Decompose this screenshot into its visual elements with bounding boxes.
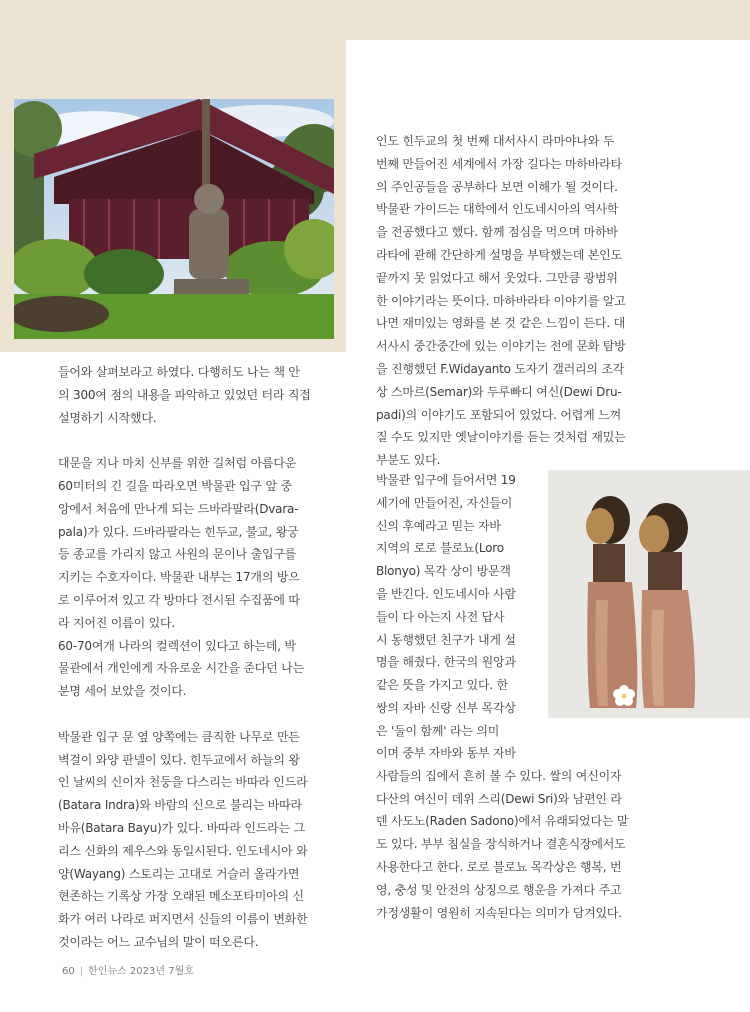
text-line: 설명하기 시작했다.: [58, 410, 157, 425]
text-line: 인도 힌두교의 첫 번째 대서사시 라마야나와 두: [376, 134, 615, 148]
text-line: 박물관 입구 문 옆 양쪽에는 큼직한 나무로 만든: [58, 729, 300, 744]
text-line: 이며 중부 자바와 동부 자바: [376, 746, 516, 760]
left-paragraph-1: [58, 361, 348, 429]
text-line: 가정생활이 영원히 지속된다는 의미가 담겨있다.: [376, 905, 622, 920]
footer-separator: |: [79, 966, 84, 977]
text-line: Blonyo) 목각 상이 방문객: [376, 564, 511, 579]
text-line: 의 300여 점의 내용을 파악하고 있었던 터라 직접: [58, 387, 311, 402]
publication-name: 한인뉴스 2023년 7월호: [88, 966, 194, 977]
left-paragraph-2: [58, 452, 348, 703]
text-line: 등 종교를 가리지 않고 사원의 문이나 출입구를: [58, 547, 297, 562]
text-line: 인 날씨의 신이자 천둥을 다스리는 바따라 인드라: [58, 775, 308, 790]
text-line: 바유(Batara Bayu)가 있다. 바따라 인드라는 그: [58, 820, 305, 835]
text-line: 나면 재미있는 영화를 본 것 같은 느낌이 든다. 대: [376, 316, 625, 331]
text-line: 현존하는 기록상 가장 오래된 메소포타미아의 신: [58, 889, 304, 904]
text-line: 지키는 수호자이다. 박물관 내부는 17개의 방으: [58, 570, 300, 585]
text-line: 화가 여러 나라로 퍼지면서 신들의 이름이 변화한: [58, 912, 308, 927]
text-line: padi)의 이야기도 포함되어 있었다. 어렵게 느껴: [376, 407, 621, 422]
text-line: 을 전공했다고 했다. 함께 점심을 먹으며 마하바: [376, 225, 618, 240]
text-line: 도 있다. 부부 침실을 장식하거나 결혼식장에서도: [376, 837, 626, 852]
text-line: 사람들의 집에서 흔히 볼 수 있다. 쌀의 여신이자: [376, 768, 622, 783]
text-line: 세기에 만들어진, 자신들이: [376, 495, 513, 510]
text-line: 들어와 살펴보라고 하였다. 다행히도 나는 책 안: [58, 365, 300, 379]
left-text-column: [58, 361, 348, 954]
text-line: 부분도 있다.: [376, 453, 441, 468]
text-line: 라 지어진 이름이 있다.: [58, 615, 175, 630]
text-line: 끝까지 못 읽었다고 해서 웃었다. 그만큼 광범위: [376, 270, 618, 285]
text-line: 지역의 로로 블로뇨(Loro: [376, 541, 504, 556]
right-text-column-bottom: [376, 742, 706, 924]
text-line: 서사시 중간중간에 있는 이야기는 전에 문화 탐방: [376, 339, 626, 354]
text-line: 번째 만들어진 세계에서 가장 길다는 마하바라타: [376, 156, 622, 171]
left-paragraph-3: [58, 726, 348, 954]
text-line: 의 주인공들을 공부하다 보면 이해가 될 것이다.: [376, 179, 618, 194]
text-line: (Batara Indra)와 바람의 신으로 불리는 바따라: [58, 798, 302, 813]
text-line: 신의 후예라고 믿는 자바: [376, 518, 501, 533]
text-line: 앙에서 처음에 만나게 되는 드바라팔라(Dvara-: [58, 501, 299, 516]
text-line: 사용한다고 한다. 로로 블로뇨 목각상은 행복, 번: [376, 859, 622, 874]
text-line: 을 반긴다. 인도네시아 사람: [376, 586, 516, 601]
text-line: 로 이루어져 있고 각 방마다 전시된 수집품에 따: [58, 592, 300, 607]
text-line: 영, 충성 및 안전의 상징으로 행운을 가져다 주고: [376, 882, 622, 897]
loro-blonyo-statues-photo: [548, 470, 750, 718]
text-line: 쌍의 자바 신랑 신부 목각상: [376, 700, 516, 715]
right-text-column-top: [376, 130, 706, 472]
text-line: 상 스마르(Semar)와 두루빠디 여신(Dewi Dru-: [376, 384, 622, 399]
text-line: 덴 사도노(Raden Sadono)에서 유래되었다는 말: [376, 814, 629, 829]
text-line: 을 진행했던 F.Widayanto 도자기 갤러리의 조각: [376, 361, 625, 376]
text-line: 같은 뜻을 가지고 있다. 한: [376, 678, 508, 693]
text-line: pala)가 있다. 드바라팔라는 힌두교, 불교, 왕궁: [58, 524, 299, 539]
text-line: 은 '둘이 함께' 라는 의미: [376, 723, 500, 738]
text-line: 것이라는 어느 교수님의 말이 떠오른다.: [58, 934, 259, 949]
text-line: 박물관 가이드는 대학에서 인도네시아의 역사학: [376, 202, 619, 217]
text-line: 양(Wayang) 스토리는 고대로 거슬러 올라가면: [58, 866, 300, 881]
text-line: 분명 세어 보았을 것이다.: [58, 684, 187, 699]
text-line: 벽걸이 와양 판넬이 있다. 힌두교에서 하늘의 왕: [58, 752, 300, 767]
right-text-column-narrow: [376, 469, 546, 743]
text-line: 들이 다 아는지 사전 답사: [376, 609, 505, 624]
page-number: 60: [62, 966, 75, 977]
page-footer: [62, 962, 194, 977]
text-line: 질 수도 있지만 옛날이야기를 듣는 것처럼 재밌는: [376, 430, 626, 445]
text-line: 라타에 관해 간단하게 설명을 부탁했는데 본인도: [376, 247, 622, 262]
text-line: 시 동행했던 친구가 내게 설: [376, 632, 516, 647]
text-line: 대문을 지나 마치 신부를 위한 길처럼 아름다운: [58, 456, 297, 471]
text-line: 한 이야기라는 뜻이다. 마하바라타 이야기를 알고: [376, 293, 626, 308]
text-line: 리스 신화의 제우스와 동일시된다. 인도네시아 와: [58, 843, 308, 858]
text-line: 다산의 여신이 데위 스리(Dewi Sri)와 남편인 라: [376, 791, 622, 806]
text-line: 명을 해줬다. 한국의 원앙과: [376, 655, 516, 670]
text-line: 물관에서 개인에게 자유로운 시간을 준다던 나는: [58, 661, 304, 676]
museum-building-photo: [14, 99, 334, 339]
text-line: 60미터의 긴 길을 따라오면 박물관 입구 앞 중: [58, 478, 292, 493]
text-line: 박물관 입구에 들어서면 19: [376, 473, 516, 487]
text-line: 60-70여개 나라의 컬렉션이 있다고 하는데, 박: [58, 638, 296, 653]
